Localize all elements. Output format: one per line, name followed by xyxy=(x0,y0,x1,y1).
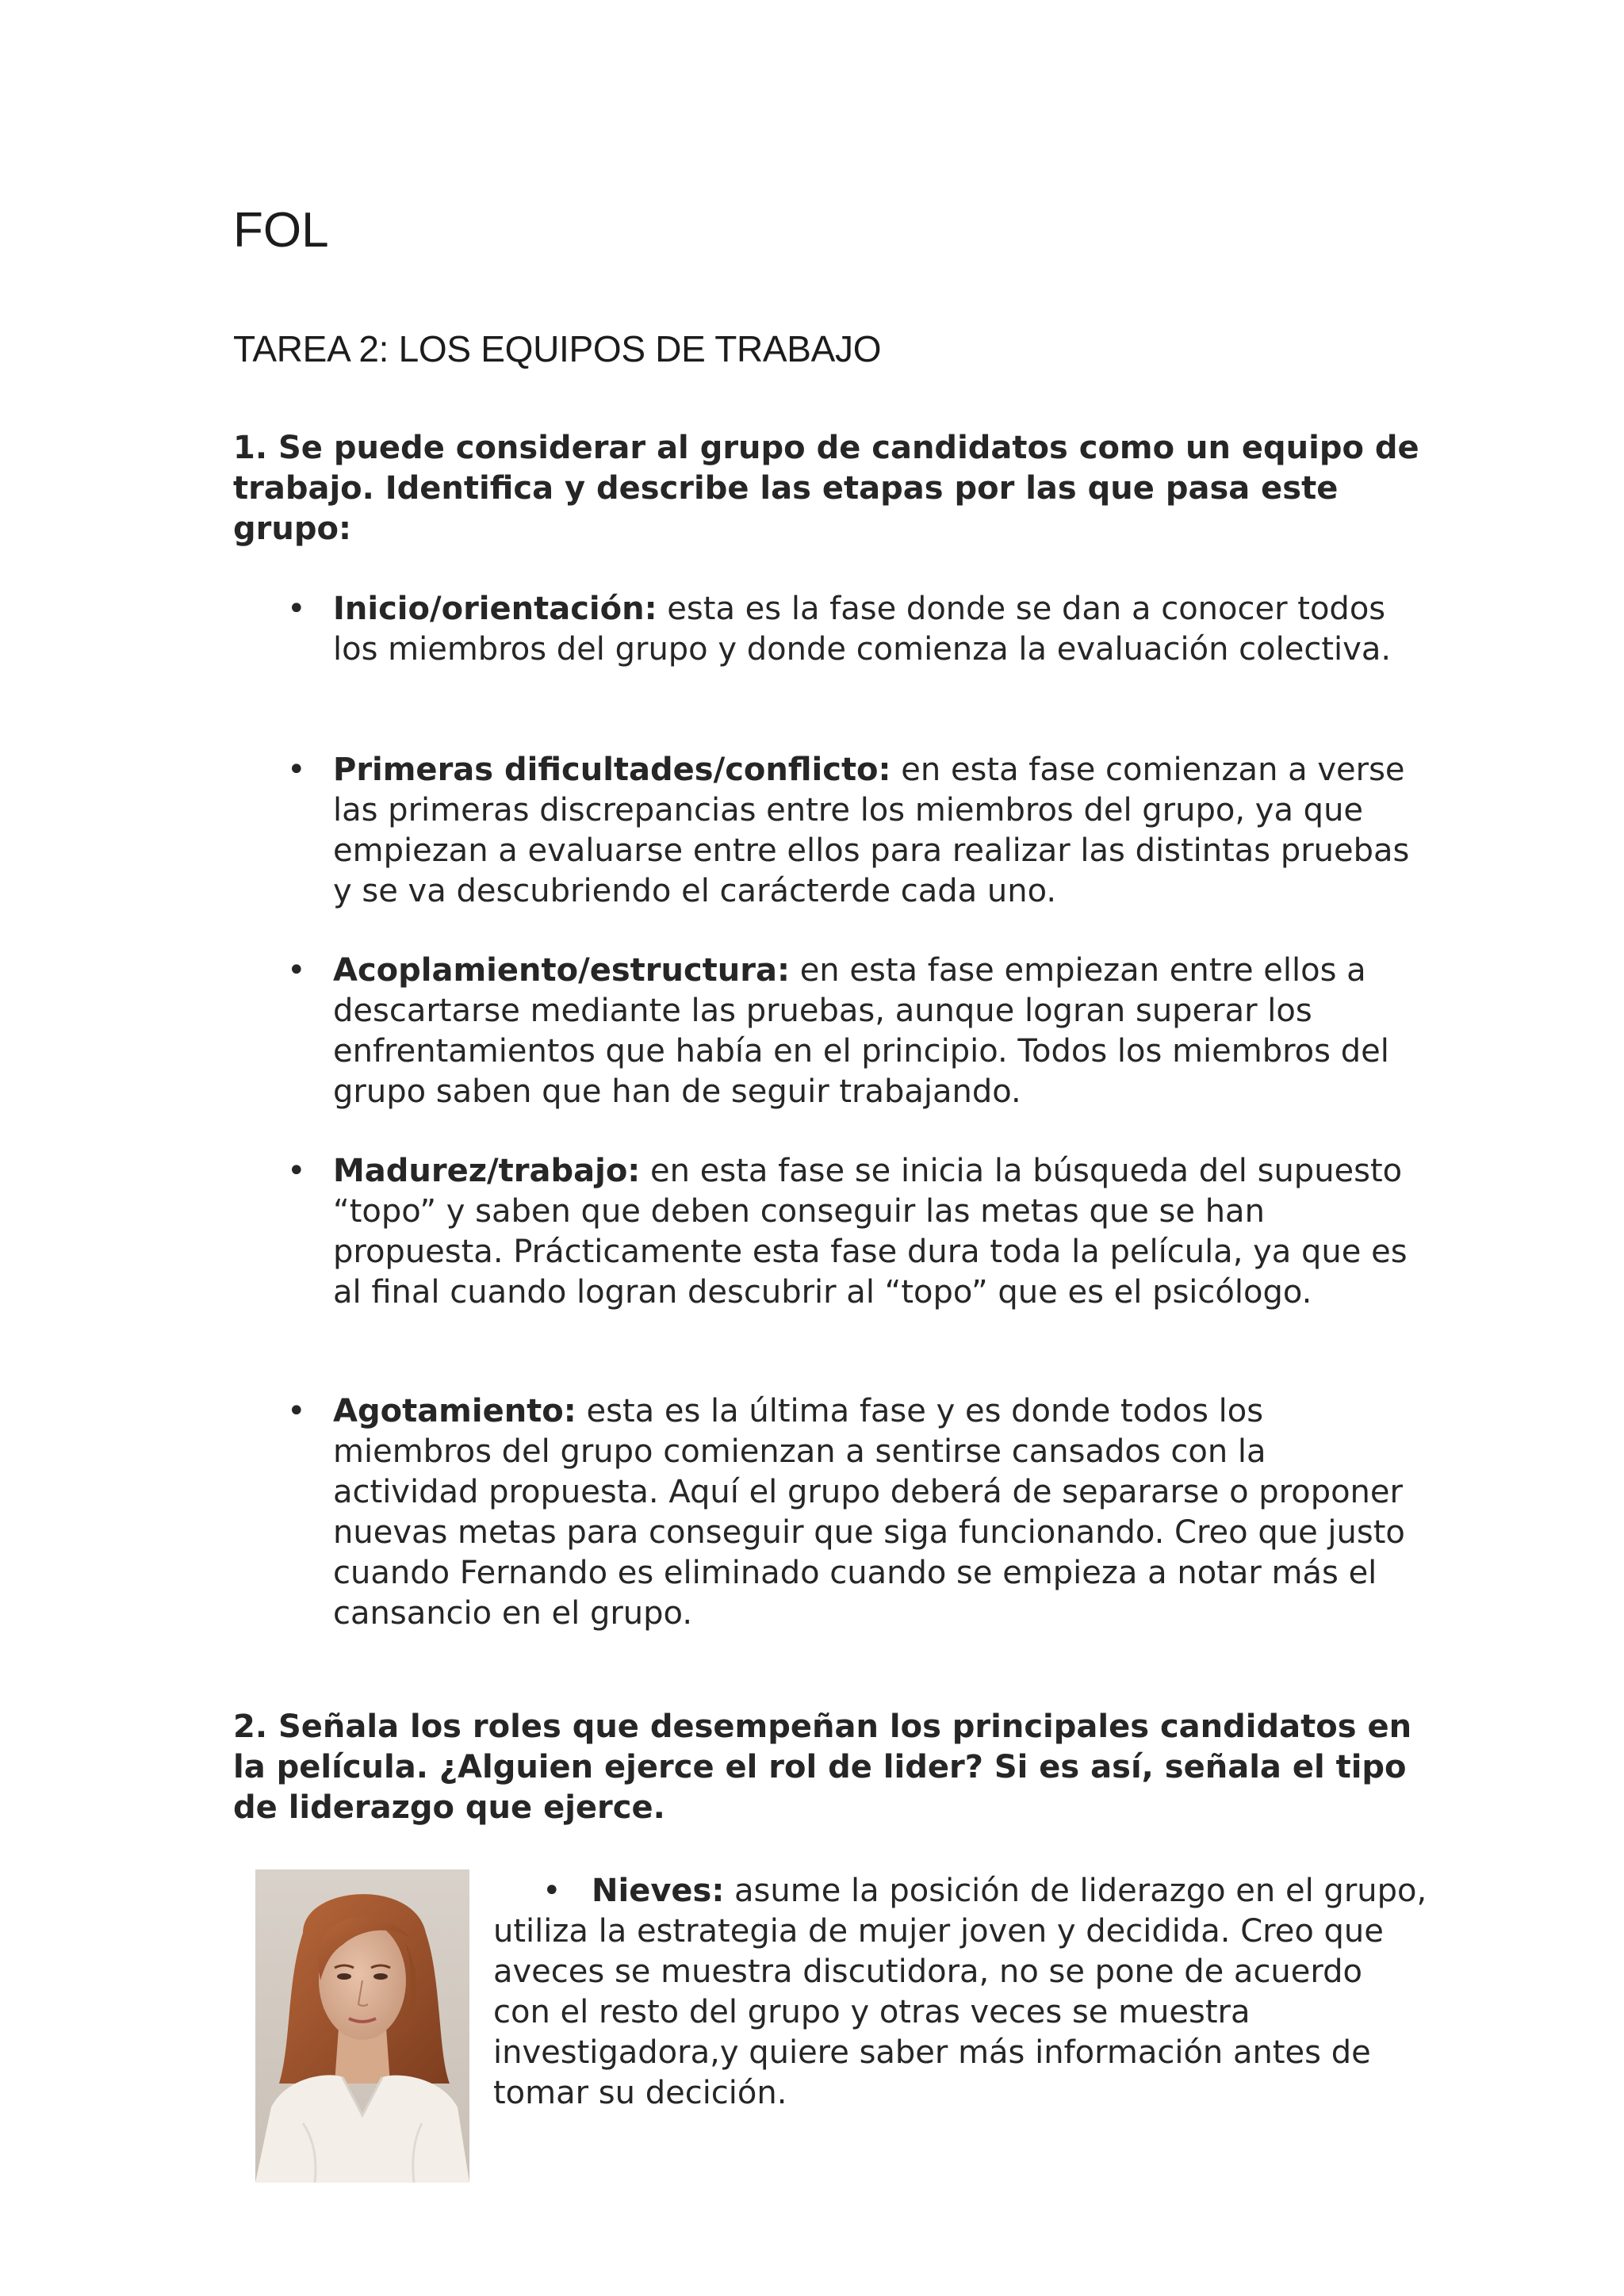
candidate-term: Nieves: xyxy=(592,1873,725,1909)
bullet-icon: • xyxy=(542,1873,561,1909)
stage-item xyxy=(287,750,1411,912)
stage-text: esta es la última fase y es donde todos los miembros del grupo comienzan a sentirse cansados con la actividad propuesta. Aquí el grupo deberá de separarse o proponer nuevas metas para conseguir que siga funcionando. Creo que justo cuando Fernando es eliminado cuando se empieza a notar más el cansancio en el grupo. xyxy=(333,1393,1405,1632)
stage-term: Primeras dificultades/conflicto: xyxy=(333,752,891,788)
stage-item xyxy=(287,1391,1411,1634)
bullet-icon: • xyxy=(287,591,306,627)
task-title: TAREA 2: LOS EQUIPOS DE TRABAJO xyxy=(233,328,882,369)
stage-term: Acoplamiento/estructura: xyxy=(333,952,790,989)
stage-item xyxy=(287,1151,1411,1313)
stage-item xyxy=(287,589,1411,670)
stage-text: en esta fase se inicia la búsqueda del supuesto “topo” y saben que deben conseguir las metas que se han propuesta. Prácticamente esta fase dura toda la película, ya que es al final cuando logran descubrir al “topo” que es el psicólogo. xyxy=(333,1153,1408,1311)
candidate-text: asume la posición de liderazgo en el grupo, utiliza la estrategia de mujer joven y decidida. Creo que aveces se muestra discutidora, no se pone de acuerdo con el resto del grupo y otras veces se muestra investigadora,y quiere saber más información antes de tomar su decición. xyxy=(493,1873,1427,2111)
stage-item xyxy=(287,951,1411,1112)
bullet-icon: • xyxy=(287,1393,306,1429)
bullet-icon: • xyxy=(287,952,306,989)
question-1: 1. Se puede considerar al grupo de candidatos como un equipo de trabajo. Identifica y describe las etapas por las que pasa este grupo: xyxy=(233,430,1419,547)
candidate-portrait-image xyxy=(255,1869,469,2183)
question-2: 2. Señala los roles que desempeñan los principales candidatos en la película. ¿Alguien ejerce el rol de lider? Si es así, señala el tipo de liderazgo que ejerce. xyxy=(233,1709,1412,1826)
stage-text: esta es la fase donde se dan a conocer todos los miembros del grupo y donde comienza la evaluación colectiva. xyxy=(333,591,1392,668)
bullet-icon: • xyxy=(287,1153,306,1189)
stage-term: Madurez/trabajo: xyxy=(333,1153,641,1189)
bullet-icon: • xyxy=(287,752,306,788)
stage-text: en esta fase comienzan a verse las primeras discrepancias entre los miembros del grupo, ya que empiezan a evaluarse entre ellos para realizar las distintas pruebas y se va descubriendo el carácterde cada uno. xyxy=(333,752,1410,909)
stage-term: Agotamiento: xyxy=(333,1393,576,1429)
stage-text: en esta fase empiezan entre ellos a descartarse mediante las pruebas, aunque logran superar los enfrentamientos que había en el principio. Todos los miembros del grupo saben que han de seguir trabajando. xyxy=(333,952,1389,1110)
candidate-description xyxy=(493,1871,1429,2114)
stage-term: Inicio/orientación: xyxy=(333,591,657,627)
document-title: FOL xyxy=(233,203,329,258)
